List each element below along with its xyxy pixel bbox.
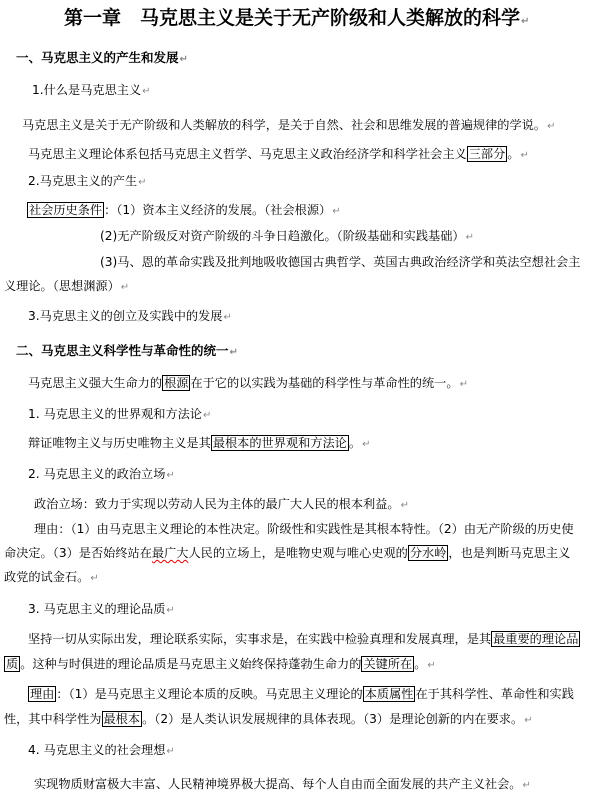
point-3-title: 3. 马克思主义的理论品质↵ xyxy=(28,602,175,616)
point-3-line-2: 质 。这种与时俱进的理论品质是马克思主义始终保持蓬勃生命力的 关键所在 。↵ xyxy=(6,657,436,671)
question-1: 1.什么是马克思主义↵ xyxy=(32,83,151,97)
point-1-text: 辩证唯物主义与历史唯物主义是其 最根本的世界观和方法论 。↵ xyxy=(28,436,371,450)
point-4-title: 4. 马克思主义的社会理想↵ xyxy=(28,743,175,757)
section-2-heading: 二、马克思主义科学性与革命性的统一↵ xyxy=(16,343,238,358)
condition-2: (2)无产阶级反对资产阶级的斗争日趋激化。（阶级基础和实践基础）↵ xyxy=(100,229,474,243)
boxed-term: 根源 xyxy=(164,376,189,390)
question-2: 2.马克思主义的产生↵ xyxy=(28,174,147,188)
boxed-term: 关键所在 xyxy=(363,657,413,671)
condition-3-cont: 义理论。（思想渊源）↵ xyxy=(4,279,130,293)
system-paragraph: 马克思主义理论体系包括马克思主义哲学、马克思主义政治经济学和科学社会主义 三部分 。↵ xyxy=(28,147,529,161)
point-2-reason-2: 命决定。（3）是否始终站在最广大人民的立场上，是唯物史观与唯心史观的 分水岭 ，也是判断马克思主义 xyxy=(4,546,571,560)
point-3-line-1: 坚持一切从实际出发，理论联系实际，实事求是，在实践中检验真理和发展真理，是其 最重要的理论品 xyxy=(28,632,579,646)
boxed-term: 三部分 xyxy=(468,147,506,161)
boxed-term: 最根本的世界观和方法论 xyxy=(212,436,347,450)
point-2-reason-3: 政党的试金石。↵ xyxy=(4,570,99,584)
condition-3: (3)马、恩的革命实践及批判地吸收德国古典哲学、英国古典政治经济学和英法空想社会主 xyxy=(100,255,581,269)
point-2-title: 2. 马克思主义的政治立场↵ xyxy=(28,467,175,481)
point-2-stance: 政治立场：致力于实现以劳动人民为主体的最广大人民的根本利益。↵ xyxy=(34,497,410,511)
boxed-term: 本质属性 xyxy=(364,687,414,701)
page-title: 第一章 马克思主义是关于无产阶级和人类解放的科学↵ xyxy=(64,7,530,29)
spellcheck-mark: 最广大 xyxy=(151,546,189,560)
boxed-term: 理由 xyxy=(30,687,55,701)
condition-1: 社会历史条件 ：（1）资本主义经济的发展。（社会根源）↵ xyxy=(29,203,341,217)
point-4-text: 实现物质财富极大丰富、人民精神境界极大提高、每个人自由而全面发展的共产主义社会。↵ xyxy=(34,777,531,791)
boxed-term: 分水岭 xyxy=(409,546,447,560)
section-1-heading: 一、马克思主义的产生和发展↵ xyxy=(16,50,188,65)
section-2-intro: 马克思主义强大生命力的 根源 在于它的以实践为基础的科学性与革命性的统一。↵ xyxy=(28,376,468,390)
boxed-term: 社会历史条件 xyxy=(29,203,103,217)
boxed-term: 最根本 xyxy=(103,712,141,726)
definition-paragraph: 马克思主义是关于无产阶级和人类解放的科学，是关于自然、社会和思维发展的普遍规律的学说。↵ xyxy=(22,118,556,132)
boxed-term: 质 xyxy=(6,657,19,671)
point-1-title: 1. 马克思主义的世界观和方法论↵ xyxy=(28,407,212,421)
point-2-reason-1: 理由：（1）由马克思主义理论的本性决定。阶级性和实践性是其根本特性。（2）由无产阶级的历史使 xyxy=(34,522,574,536)
point-3-reason-2: 性，其中科学性为 最根本 。（2）是人类认识发展规律的具体表现。（3）是理论创新的内在要求。↵ xyxy=(4,712,533,726)
point-3-reason-1: 理由 ：（1）是马克思主义理论本质的反映。马克思主义理论的 本质属性 在于其科学性、革命性和实践 xyxy=(30,687,574,701)
question-3: 3.马克思主义的创立及实践中的发展↵ xyxy=(28,309,232,323)
boxed-term: 最重要的理论品 xyxy=(493,632,579,646)
